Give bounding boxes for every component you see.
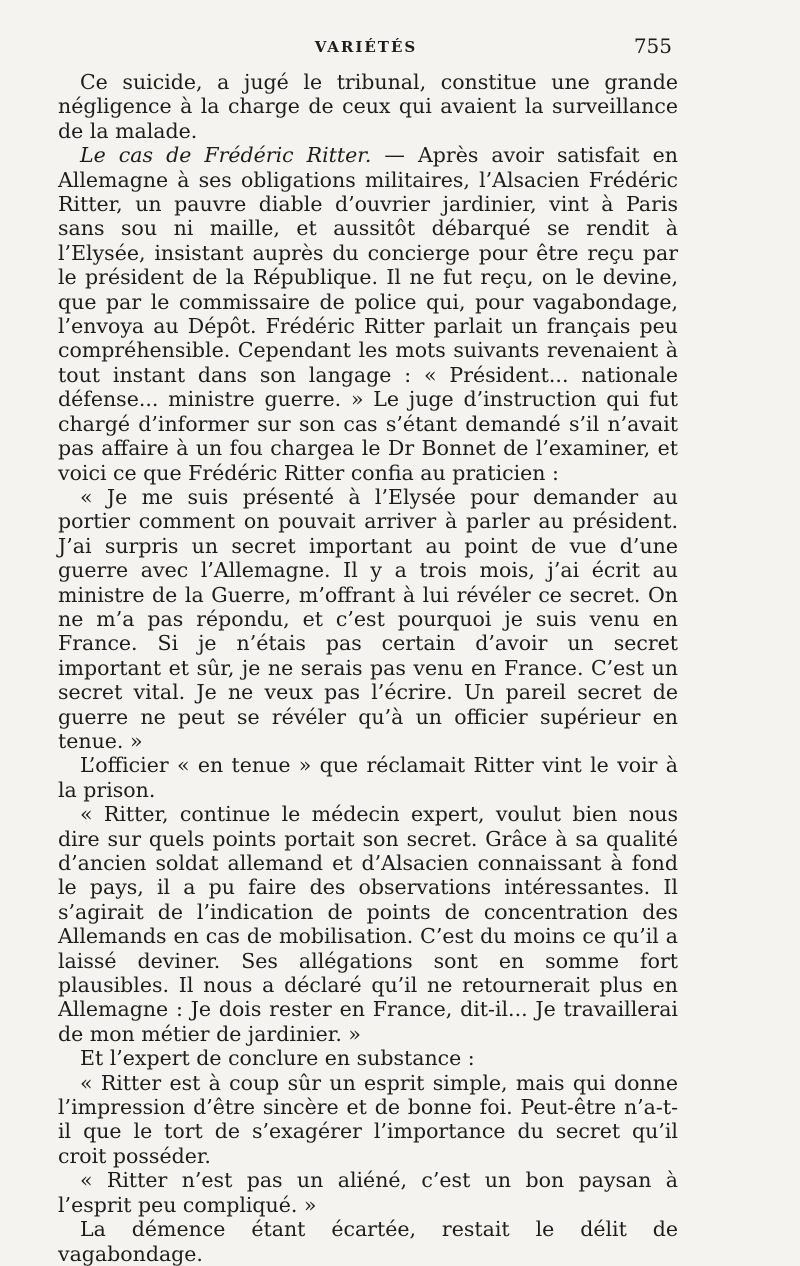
paragraph-2 (58, 143, 678, 485)
paragraph-3: « Je me suis présenté à l’Elysée pour demander au portier comment on pouvait arriver à parler au président. J’ai surpris un secret important au point de vue d’une guerre avec l’Allemagne. Il y a trois mois, j’ai écrit au ministre de la Guerre, m’offrant à lui révéler ce secret. On ne m’a pas répondu, et c’est pourquoi je suis venu en France. Si je n’étais pas certain d’avoir un secret important et sûr, je ne serais pas venu en France. C’est un secret vital. Je ne veux pas l’écrire. Un pareil secret de guerre ne peut se révéler qu’à un officier supérieur en tenue. » (58, 484, 678, 753)
paragraph-8: « Ritter n’est pas un aliéné, c’est un bon paysan à l’esprit peu compliqué. » (58, 1168, 678, 1217)
section-title: Le cas de Frédéric Ritter. (80, 143, 372, 168)
page-header (60, 34, 672, 60)
paragraph-7: « Ritter est à coup sûr un esprit simple, mais qui donne l’impression d’être sincère et de bonne foi. Peut-être n’a-t-il que le tort de s’exagérer l’importance du secret qu’il croit posséder. (58, 1070, 678, 1168)
paragraph-2-text: — Après avoir satisfait en Allemagne à ses obligations militaires, l’Alsacien Frédéric Ritter, un pauvre diable d’ouvrier jardinier, vint à Paris sans sou ni maille, et aussitôt débarqué se rendit à l’Elysée, insistant auprès du concierge pour être reçu par le président de la République. Il ne fut reçu, on le devine, que par le commissaire de police qui, pour vagabondage, l’envoya au Dépôt. Frédéric Ritter parlait un français peu compréhensible. Cependant les mots suivants revenaient à tout instant dans son langage : « Président... nationale défense... ministre guerre. » Le juge d’instruction qui fut chargé d’informer sur son cas s’étant demandé s’il n’avait pas affaire à un fou chargea le Dr Bonnet de l’examiner, et voici ce que Frédéric Ritter confia au praticien : (58, 143, 678, 485)
page-number: 755 (633, 34, 672, 58)
paragraph-9: La démence étant écartée, restait le délit de vagabondage. (58, 1217, 678, 1266)
paragraph-4: L’officier « en tenue » que réclamait Ritter vint le voir à la prison. (58, 753, 678, 802)
paragraph-5: « Ritter, continue le médecin expert, voulut bien nous dire sur quels points portait son secret. Grâce à sa qualité d’ancien soldat allemand et d’Alsacien connaissant à fond le pays, il a pu faire des observations intéressantes. Il s’agirait de l’indication de points de concentration des Allemands en cas de mobilisation. C’est du moins ce qu’il a laissé deviner. Ses allégations sont en somme fort plausibles. Il nous a déclaré qu’il ne retournerait plus en Allemagne : Je dois rester en France, dit-il... Je travaillerai de mon métier de jardinier. » (58, 802, 678, 1046)
paragraph-1: Ce suicide, a jugé le tribunal, constitue une grande négligence à la charge de ceux qui avaient la surveillance de la malade. (58, 70, 678, 143)
paragraph-6: Et l’expert de conclure en substance : (80, 1046, 475, 1071)
body-text (58, 70, 678, 1266)
running-title: VARIÉTÉS (314, 38, 418, 56)
